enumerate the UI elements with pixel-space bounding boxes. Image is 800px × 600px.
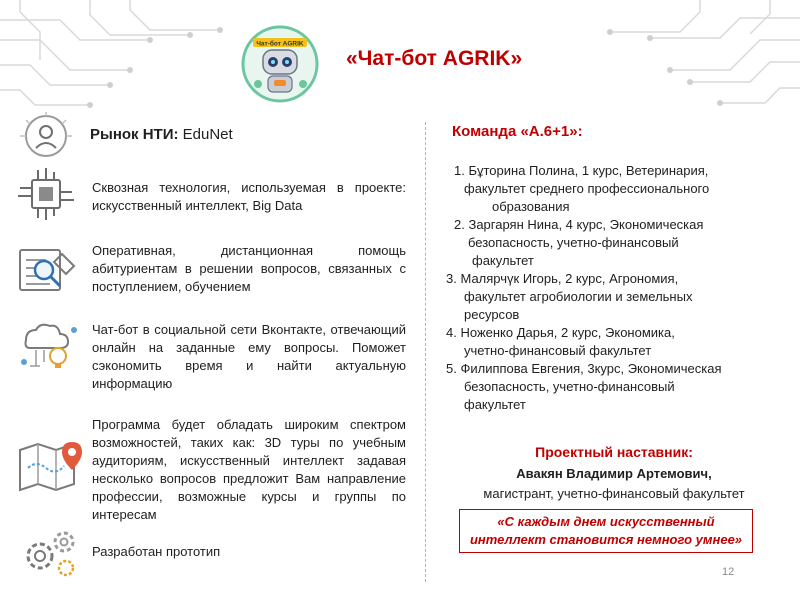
member-number: 1. — [454, 163, 465, 178]
member-name: Заргарян Нина, — [468, 217, 563, 232]
member-course: 4 курс, Экономическая — [562, 217, 704, 232]
member-number: 2. — [454, 217, 465, 232]
member-faculty-line: ресурсов — [464, 307, 520, 322]
member-faculty-line: факультет агробиологии и земельных — [464, 289, 693, 304]
column-divider — [425, 122, 426, 582]
member-name: Бұторина Полина, — [468, 163, 579, 178]
member-number: 3. — [446, 271, 457, 286]
team-member — [446, 270, 776, 324]
member-name: Филиппова Евгения, — [460, 361, 584, 376]
circuit-decoration-left — [0, 0, 240, 120]
member-course: 1 курс, Ветеринария, — [578, 163, 709, 178]
quote-line: «С каждым днем искусственный — [497, 514, 715, 529]
cloud-bulb-icon — [16, 318, 82, 374]
member-name: Ноженко Дарья, — [460, 325, 558, 340]
member-faculty-line: безопасность, учетно-финансовый — [464, 379, 675, 394]
project-logo — [241, 18, 319, 110]
team-list — [446, 162, 776, 414]
map-pin-icon — [16, 438, 88, 494]
quote-box — [459, 509, 753, 553]
member-faculty-line: факультет — [464, 397, 526, 412]
feature-text-assistance: Оперативная, дистанционная помощь абитуриентам в решении вопросов, связанных с поступлением, обучением — [92, 243, 406, 294]
svg-text:Чат-бот AGRIK: Чат-бот AGRIK — [256, 40, 304, 48]
mentor-heading: Проектный наставник: — [535, 444, 693, 460]
feature-text-prototype: Разработан прототип — [92, 544, 221, 559]
mentor-name: Авакян Владимир Артемович, — [516, 466, 712, 481]
feature-text-vk-chatbot: Чат-бот в социальной сети Вконтакте, отвечающий онлайн на заданные ему вопросы. Поможет сэкономить время и найти актуальную информацию — [92, 322, 406, 391]
member-course: 2 курс, Агрономия, — [561, 271, 679, 286]
market-heading — [90, 126, 233, 143]
team-member — [446, 162, 776, 216]
gears-icon — [18, 524, 82, 580]
ai-head-icon — [18, 112, 74, 160]
member-faculty-line: факультет — [472, 253, 534, 268]
mentor-role: магистрант, учетно-финансовый факультет — [483, 486, 745, 501]
market-label: Рынок НТИ: — [90, 126, 179, 143]
member-number: 4. — [446, 325, 457, 340]
member-faculty-line: учетно-финансовый факультет — [464, 343, 652, 358]
member-name: Малярчүк Игорь, — [460, 271, 562, 286]
member-course: 3курс, Экономическая — [583, 361, 722, 376]
feature-text-technology: Сквозная технология, используемая в проекте: искусственный интеллект, Big Data — [92, 180, 406, 213]
member-course: 2 курс, Экономика, — [557, 325, 675, 340]
quote-line: интеллект становится немного умнее» — [469, 532, 743, 547]
member-faculty-line: факультет среднего профессионального — [464, 181, 710, 196]
chip-icon — [16, 166, 76, 222]
member-faculty-line: безопасность, учетно-финансовый — [468, 235, 679, 250]
member-number: 5. — [446, 361, 457, 376]
document-search-icon — [16, 244, 78, 296]
circuit-decoration-right — [570, 0, 800, 120]
team-member — [446, 324, 776, 360]
member-faculty-line: образования — [492, 199, 570, 214]
team-member — [446, 216, 776, 270]
slide-title: «Чат-бот AGRIK» — [346, 47, 523, 70]
page-number: 12 — [722, 566, 735, 578]
market-value: EduNet — [182, 126, 233, 143]
team-heading: Команда «А.6+1»: — [452, 123, 583, 140]
team-member — [446, 360, 776, 414]
feature-text-capabilities: Программа будет обладать широким спектром возможностей, таких как: 3D туры по учебным аудиториям, искусственный интеллект задавая несколько вопросов предложит Вам направление профессии, возможные курсы и группы по интересам — [92, 417, 406, 522]
